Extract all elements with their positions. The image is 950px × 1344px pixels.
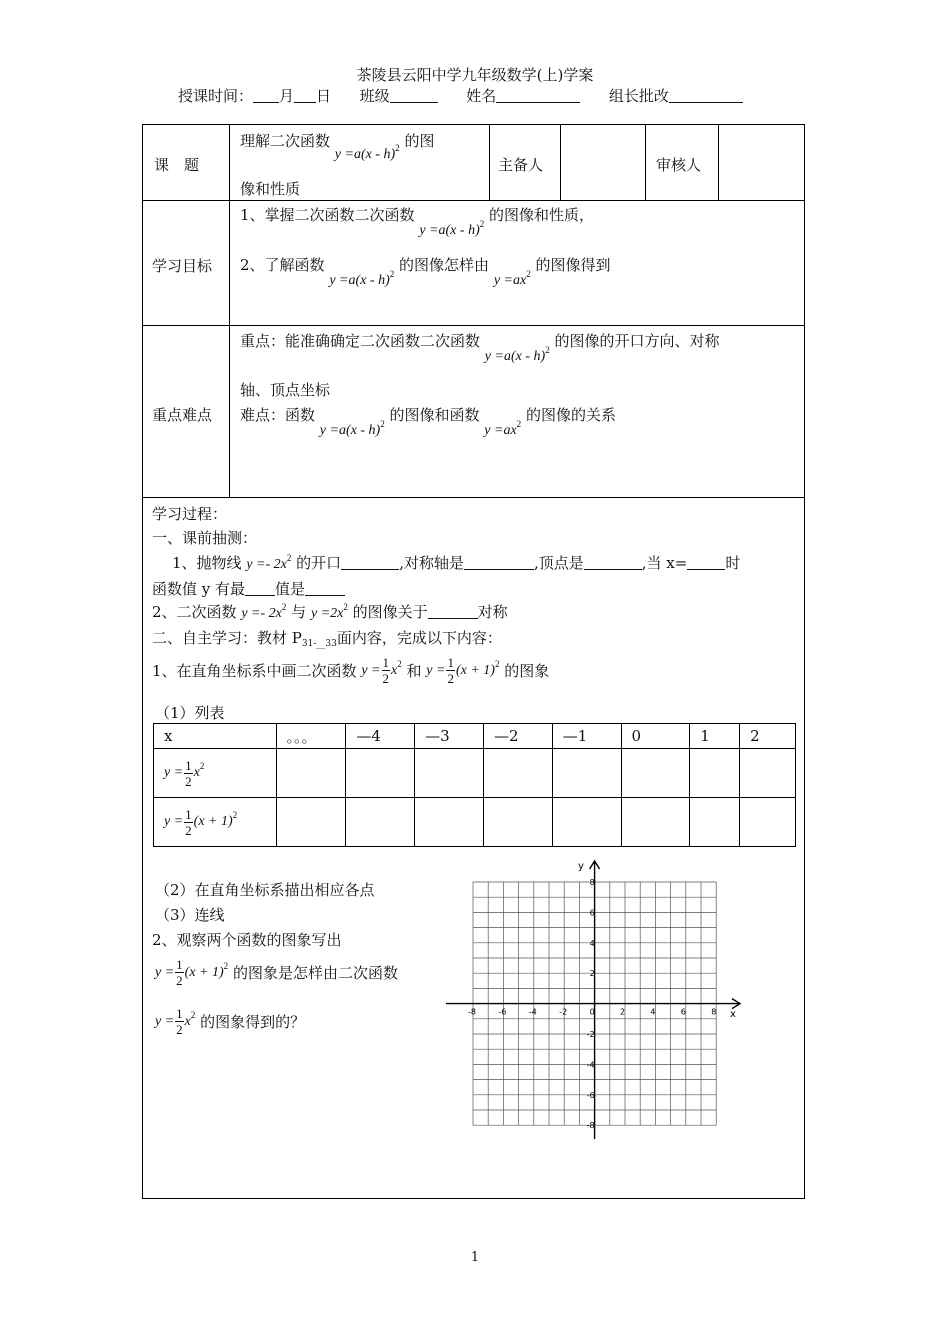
table-cell[interactable] — [690, 798, 740, 847]
x-tick-label: 4 — [650, 1007, 656, 1017]
process-title: 学习过程： — [152, 505, 228, 523]
table-cell[interactable] — [552, 749, 621, 798]
topic-text-continued: 像和性质 — [240, 180, 301, 198]
goals-label: 学习目标 — [152, 257, 213, 275]
equation-ax2: $y =ax^2$ — [493, 269, 531, 288]
table-cell: —3 — [415, 724, 484, 749]
x-tick-label: 0 — [589, 1007, 595, 1017]
x-tick-label: -8 — [468, 1007, 476, 1017]
preparer-label: 主备人 — [498, 156, 544, 174]
table-cell: 1 — [690, 724, 740, 749]
reviewer-label: 审核人 — [656, 156, 702, 174]
table-row-label — [154, 749, 277, 798]
x-tick-label: -6 — [498, 1007, 507, 1017]
table-cell[interactable] — [276, 749, 346, 798]
y-tick-label: 6 — [589, 908, 595, 918]
table-cell: —1 — [552, 724, 621, 749]
table-cell: —4 — [346, 724, 415, 749]
task-2-line-3: y = $\frac{1}{2}$ $x^2$ 的图象得到的？ — [155, 1006, 306, 1037]
y-tick-label: 8 — [589, 878, 595, 887]
coordinate-grid — [440, 855, 750, 1145]
task-2: 2、观察两个函数的图象写出 — [152, 931, 342, 949]
table-cell: x — [154, 724, 277, 749]
task-1: 1、在直角坐标系中画二次函数 y = $\frac{1}{2}$ $x^2$ 和 y = $\frac{1}{2}$ $(x + 1)^2$ 的图象 — [152, 655, 550, 686]
table-cell: 2 — [740, 724, 796, 749]
goal-item-2: 2、了解函数 y =a(x - h)$^2$ 的图像怎样由 $y =ax^2$ 的图像得到 — [240, 256, 611, 288]
goal-item-1: 1、掌握二次函数二次函数 y =a(x - h)$^2$ 的图像和性质， — [240, 206, 595, 238]
equation-vertex-form: y =a(x - h)$^2$ — [419, 219, 485, 238]
header-info-line — [178, 85, 743, 106]
review-label: 组长批改 — [608, 87, 669, 105]
equation-half-shift: y = $\frac{1}{2}$ $(x + 1)^2$ — [426, 655, 500, 686]
section-self-study: 二、自主学习：教材 $P_{31-\_\_33}$面内容，完成以下内容： — [152, 629, 502, 649]
table-cell[interactable] — [621, 798, 690, 847]
task-2-line-2: y = $\frac{1}{2}$ $(x + 1)^2$ 的图象是怎样由二次函数 — [155, 957, 398, 988]
x-tick-label: 2 — [620, 1007, 626, 1017]
table-cell[interactable] — [415, 749, 484, 798]
table-cell[interactable] — [740, 798, 796, 847]
table-cell: 0 — [621, 724, 690, 749]
equation-ax2: $y =ax^2$ — [484, 419, 522, 438]
table-cell: 。。。 — [276, 724, 346, 749]
table-cell: —2 — [483, 724, 552, 749]
equation-neg2x2: $y =- 2x^2$ — [241, 602, 287, 621]
table-cell[interactable] — [552, 798, 621, 847]
topic-label: 课 题 — [154, 156, 200, 174]
day-label: 日 — [316, 87, 332, 105]
equation-half-x2: y = $\frac{1}{2}$ $x^2$ — [164, 757, 205, 789]
equation-half-shift: y = $\frac{1}{2}$ $(x + 1)^2$ — [164, 806, 238, 838]
question-1-continued: 函数值 y 有最 值是 — [152, 578, 345, 599]
page-title: 茶陵县云阳中学九年级数学(上)学案 — [356, 66, 594, 84]
page-number: 1 — [470, 1250, 480, 1265]
table-row-label — [154, 798, 277, 847]
y-tick-label: -8 — [586, 1121, 595, 1131]
topic-text: 理解二次函数 y =a(x - h)$^2$ 的图 — [240, 132, 435, 162]
values-table — [153, 723, 796, 847]
class-label: 班级 — [359, 87, 390, 105]
question-2: 2、二次函数 $y =- 2x^2$ 与 $y =2x^2$ 的图像关于 对称 — [152, 602, 508, 621]
y-tick-label: 4 — [589, 938, 595, 948]
equation-vertex-form: y =a(x - h)$^2$ — [484, 345, 550, 364]
section-pretest: 一、课前抽测： — [152, 529, 258, 547]
y-tick-label: -2 — [586, 1030, 595, 1039]
question-1: 1、抛物线 $y =- 2x^2$ 的开口 ,对称轴是 ,顶点是 ,当 x= 时 — [172, 553, 741, 572]
equation-half-x2: y = $\frac{1}{2}$ $x^2$ — [155, 1006, 196, 1037]
key-point-line-1: 重点：能准确确定二次函数二次函数 y =a(x - h)$^2$ 的图像的开口方向、对称 — [240, 332, 720, 364]
table-row-half-shift — [154, 798, 796, 847]
y-axis-label: y — [578, 861, 584, 872]
month-label: 月 — [279, 87, 295, 105]
table-cell[interactable] — [690, 749, 740, 798]
x-tick-label: -4 — [528, 1007, 537, 1017]
x-axis-label: x — [730, 1009, 736, 1020]
key-points-label: 重点难点 — [152, 406, 213, 424]
table-cell[interactable] — [740, 749, 796, 798]
table-cell[interactable] — [415, 798, 484, 847]
equation-2x2: $y =2x^2$ — [310, 602, 348, 621]
table-cell[interactable] — [276, 798, 346, 847]
table-cell[interactable] — [483, 798, 552, 847]
step-3: （3）连线 — [155, 906, 225, 924]
key-point-line-2: 轴、顶点坐标 — [240, 381, 331, 399]
equation-half-shift: y = $\frac{1}{2}$ $(x + 1)^2$ — [155, 957, 229, 988]
table-row-half-x2 — [154, 749, 796, 798]
table-header-row — [154, 724, 796, 749]
step-1: （1）列表 — [155, 704, 225, 722]
table-cell[interactable] — [483, 749, 552, 798]
y-tick-label: -6 — [586, 1090, 595, 1100]
equation-vertex-form: y =a(x - h)$^2$ — [329, 269, 395, 288]
teaching-time-label: 授课时间： — [178, 87, 254, 105]
table-cell[interactable] — [346, 749, 415, 798]
x-tick-label: 8 — [711, 1007, 717, 1017]
x-tick-label: 6 — [680, 1007, 686, 1017]
name-label: 姓名 — [466, 87, 497, 105]
x-tick-label: -2 — [559, 1007, 568, 1017]
equation-vertex-form: y =a(x - h)$^2$ — [334, 143, 400, 162]
step-2: （2）在直角坐标系描出相应各点 — [155, 881, 375, 899]
equation-vertex-form: y =a(x - h)$^2$ — [319, 419, 385, 438]
equation-neg2x2: $y =- 2x^2$ — [246, 553, 292, 572]
table-cell[interactable] — [621, 749, 690, 798]
y-tick-label: -4 — [586, 1060, 595, 1070]
table-cell[interactable] — [346, 798, 415, 847]
hard-point-line: 难点：函数 y =a(x - h)$^2$ 的图像和函数 $y =ax^2$ 的图像的关系 — [240, 406, 616, 438]
y-tick-label: 2 — [589, 969, 595, 979]
equation-half-x2: y = $\frac{1}{2}$ $x^2$ — [361, 655, 402, 686]
